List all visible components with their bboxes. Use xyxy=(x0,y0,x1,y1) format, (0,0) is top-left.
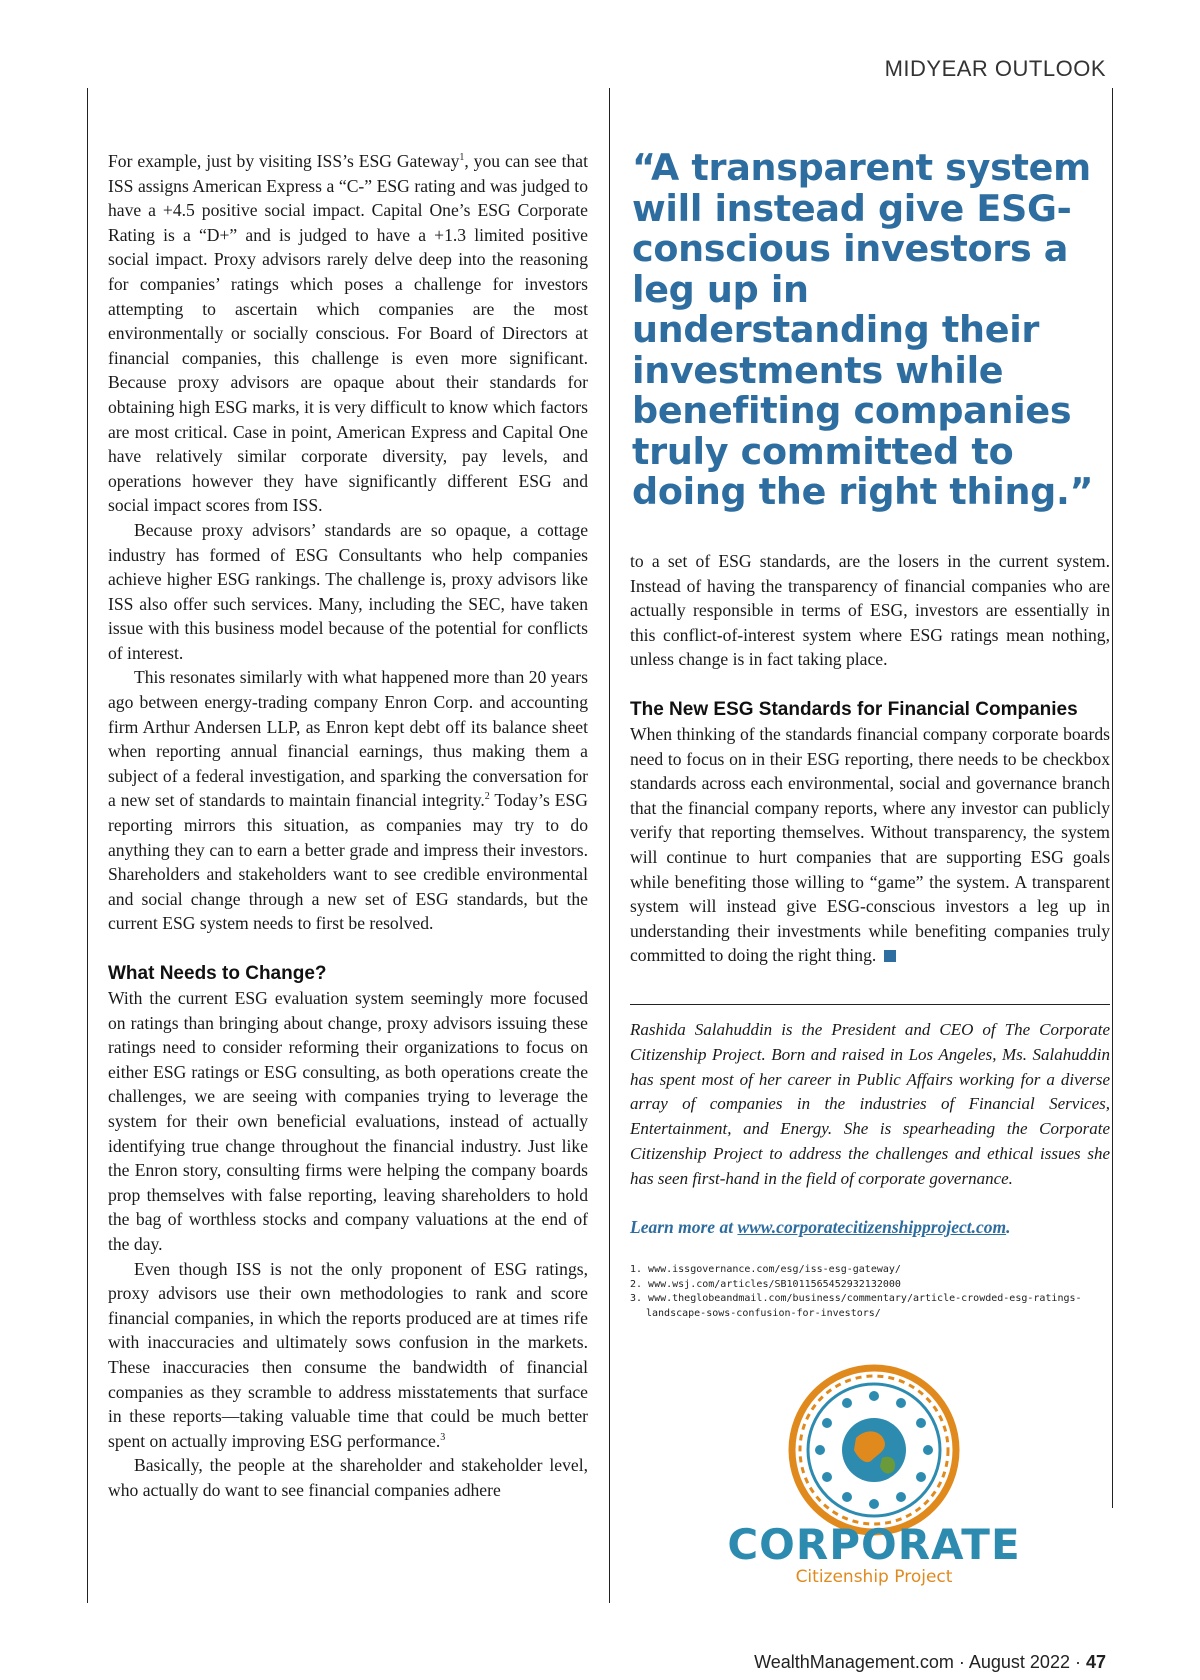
paragraph: With the current ESG evaluation system seemingly more focused on ratings than bringing about change, proxy advisors issuing these ratings need to consider reforming their organizations to focus on either ESG ratings or ESG consulting, as both operations create the challenges, we are seeing with companies trying to leverage the system for their own beneficial evaluations, instead of actually identifying true change throughout the financial industry. Just like the Enron story, consulting firms were helping the company boards prop themselves with false reporting, leaving shareholders to hold the bag of worthless stocks and company valuations at the end of the day. xyxy=(108,988,588,1254)
paragraph: Because proxy advisors’ standards are so opaque, a cottage industry has formed of ESG Consultants who help companies achieve higher ESG rankings. The challenge is, proxy advisors like ISS also offer such services. Many, including the SEC, have taken issue with this business model because of the potential for conflicts of interest. xyxy=(108,519,588,663)
paragraph: When thinking of the standards financial company corporate boards need to focus on in their ESG reporting, there needs to be checkbox standards across each environmental, social and governance branch that the financial company reports, where any investor can publicly verify that reporting themselves. Without transparency, the system will continue to hurt companies that are supporting ESG goals while benefiting those willing to “game” the system. A transparent system will instead give ESG-conscious investors a leg up in understanding their investments while benefiting companies truly committed to doing the right thing. xyxy=(630,723,1110,966)
middle-column-rule xyxy=(609,88,610,1603)
footnotes xyxy=(630,1263,1110,1321)
pull-quote: “A transparent system will instead give ESG-conscious investors a leg up in understanding their investments while benefiting companies truly committed to doing the right thing.” xyxy=(632,146,1094,513)
footnote: 1. www.issgovernance.com/esg/iss-esg-gateway/ xyxy=(630,1264,901,1275)
footnote-ref: 2 xyxy=(484,791,490,803)
footnote: 2. www.wsj.com/articles/SB1011565452932132000 xyxy=(630,1278,901,1290)
logo-subtitle: Citizenship Project xyxy=(795,1567,953,1587)
left-column xyxy=(108,149,588,1502)
section-heading: What Needs to Change? xyxy=(108,963,327,984)
footnote-ref: 1 xyxy=(459,152,465,164)
paragraph: to a set of ESG standards, are the losers in the current system. Instead of having the transparency of financial companies who are actually responsible in terms of ESG, investors are essentially in this conflict-of-interest system where ESG ratings mean nothing, unless change is in fact taking place. xyxy=(630,551,1110,670)
left-column-rule xyxy=(87,88,88,1603)
paragraph: For example, just by visiting ISS’s ESG Gateway$^1$, you can see that ISS assigns American Express a “C-” ESG rating and was judged to have a +4.5 positive social impact. Capital One’s ESG Corporate Rating is a “D+” and is judged to have a +1.3 limited positive social impact. Proxy advisors rarely delve deep into the reasoning for companies’ ratings which poses a challenge for investors attempting to ascertain which companies are the most environmentally or socially conscious. For Board of Directors at financial companies, this challenge is even more significant. Because proxy advisors are opaque about their standards for obtaining high ESG marks, it is very difficult to know which factors are most critical. Case in point, American Express and Capital One have relatively similar corporate diversity, pay levels, and operations however they have significantly different ESG and social impact scores from ISS. xyxy=(108,151,588,516)
page-number: 47 xyxy=(1085,1652,1106,1672)
author-bio: Rashida Salahuddin is the President and CEO of The Corporate Citizenship Project. Born and raised in Los Angeles, Ms. Salahuddin has spent most of her career in Public Affairs working for a diverse array of companies in the industries of Financial Services, Entertainment, and Energy. She is spearheading the Corporate Citizenship Project to address the challenges and ethical issues she has seen first-hand in the field of corporate governance. xyxy=(630,1020,1110,1188)
right-column xyxy=(630,549,1110,968)
footnote: 3. www.theglobeandmail.com/business/commentary/article-crowded-esg-ratings-landscape-sows-confusion-for-investors/ xyxy=(630,1293,1082,1319)
right-column-rule xyxy=(1112,88,1113,1508)
website-link[interactable]: www.corporatecitizenshipproject.com xyxy=(737,1217,1007,1237)
paragraph: This resonates similarly with what happened more than 20 years ago between energy-trading company Enron Corp. and accounting firm Arthur Andersen LLP, as Enron kept debt off its balance sheet when reporting annual financial earnings, thus making them a subject of a federal investigation, and sparking the conversation for a new set of standards to maintain financial integrity.$^2$ Today’s ESG reporting mirrors this situation, as companies may try to do anything they can to earn a better grade and impress their investors. Shareholders and stakeholders want to see credible environmental and social change through a new set of ESG standards, but the current ESG system needs to first be resolved. xyxy=(108,667,588,934)
section-heading: The New ESG Standards for Financial Companies xyxy=(630,698,1078,720)
learn-more: Learn more at www.corporatecitizenshipproject.com. xyxy=(630,1217,1011,1237)
end-mark-icon xyxy=(884,950,896,962)
paragraph: Basically, the people at the shareholder and stakeholder level, who actually do want to see financial companies adhere xyxy=(108,1455,588,1500)
footnote-ref: 3 xyxy=(440,1431,446,1443)
section-header: MIDYEAR OUTLOOK xyxy=(884,56,1106,81)
logo-wordmark: CORPORATE xyxy=(727,1520,1021,1569)
bio-divider xyxy=(630,1004,1110,1005)
paragraph: Even though ISS is not the only proponent of ESG ratings, proxy advisors use their own methodologies to rank and score financial companies, in which the reports produced are at times rife with inaccuracies and ultimately sows confusion in the markets. These inaccuracies then consume the bandwidth of financial companies as they scramble to address misstatements that surface in these reports—taking valuable time that could be much better spent on actually improving ESG performance.$^3$ xyxy=(108,1258,588,1451)
page-footer: WealthManagement.com · August 2022 · 47 xyxy=(754,1652,1106,1672)
